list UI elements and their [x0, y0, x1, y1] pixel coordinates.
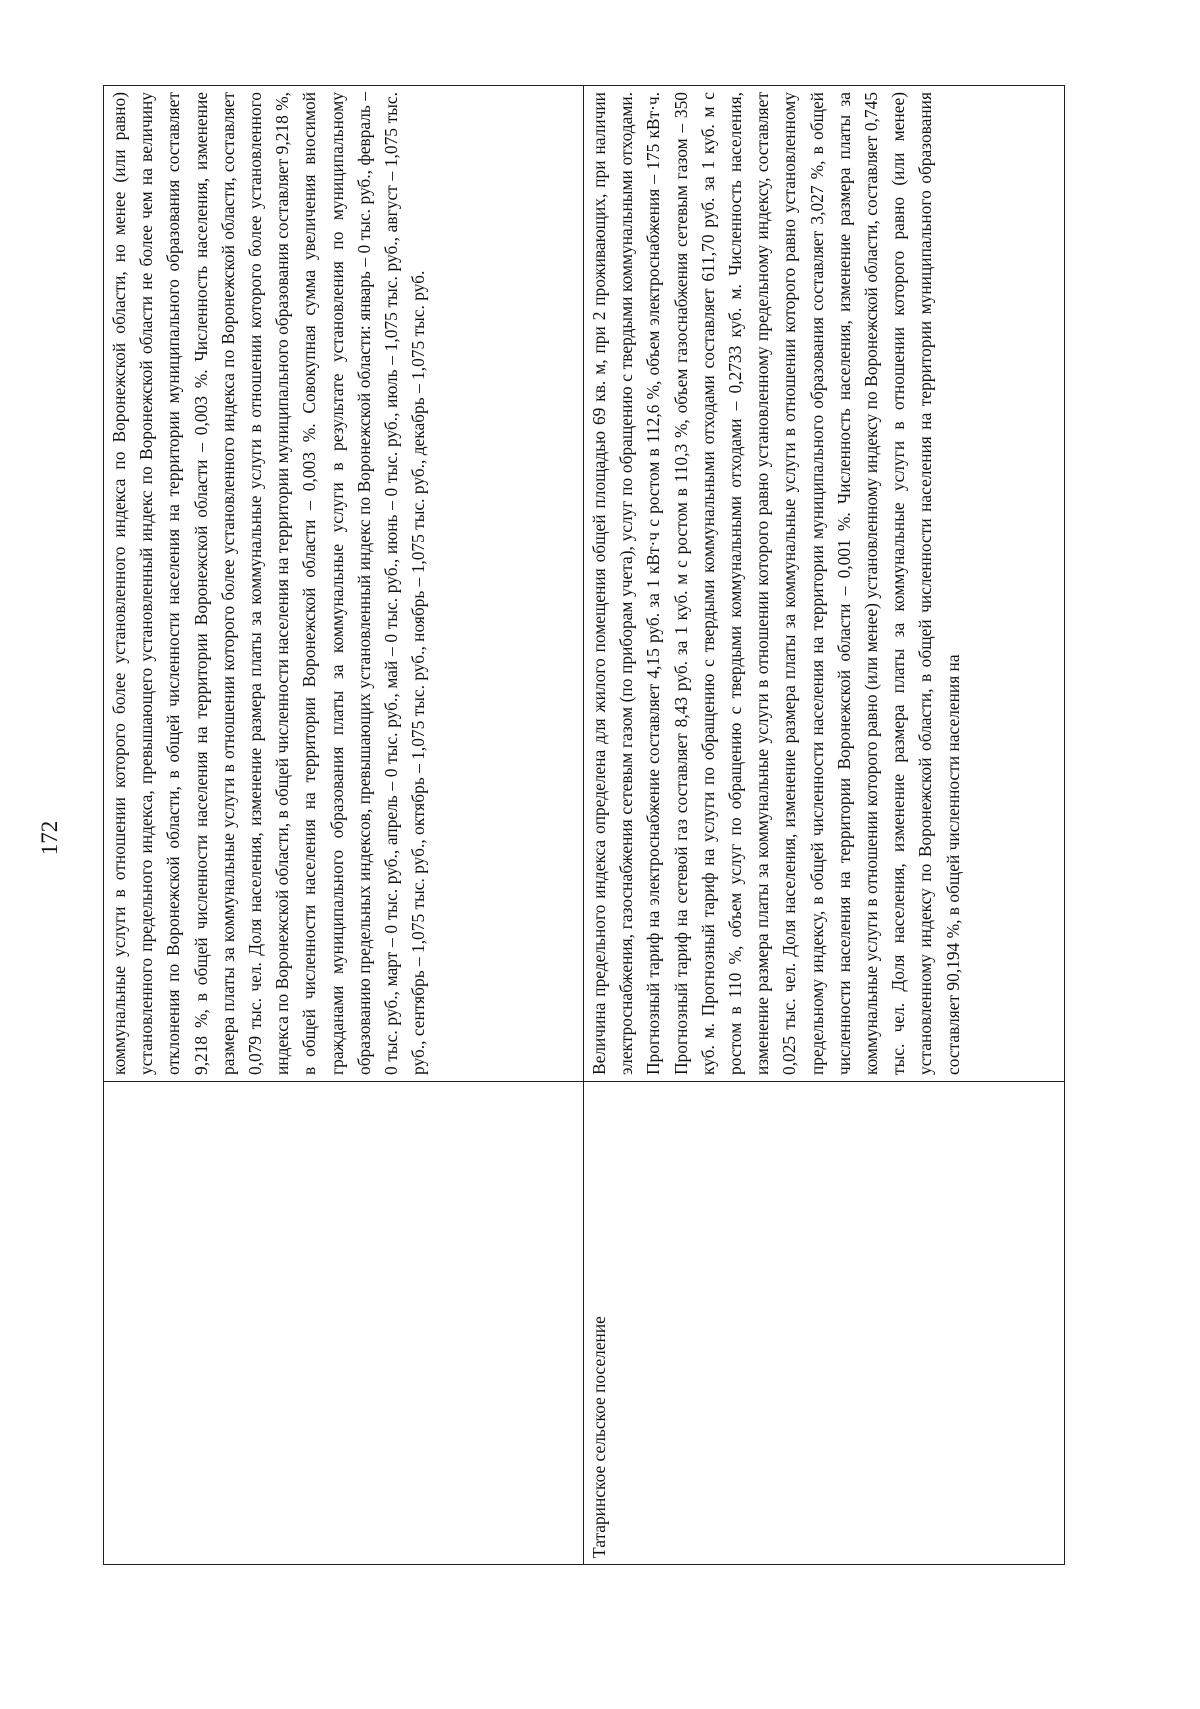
- municipality-name: Татаринское сельское поселение: [589, 1316, 609, 1558]
- page-number: 172: [37, 820, 62, 856]
- description-text: Величина предельного индекса определена для жилого помещения общей площадью 69 кв. м, при 2 проживающих, при наличии электроснабжения, газоснабжения сетевым газом (по приборам учета), услуг по обращению с твердыми коммунальными отходами. Прогнозный тариф на электроснабжение составляет 4,15 руб. за 1 кВт·ч с ростом в 112,6 %, объем электроснабжения – 175 кВт·ч. Прогнозный тариф на сетевой газ составляет 8,43 руб. за 1 куб. м с ростом в 110,3 %, объем газоснабжения сетевым газом – 350 куб. м. Прогнозный тариф на услуги по обращению с твердыми коммунальными отходами составляет 611,70 руб. за 1 куб. м с ростом в 110 %, объем услуг по обращению с твердыми коммунальными отходами – 0,2733 куб. м. Численность населения, изменение размера платы за коммунальные услуги в отношении которого равно установленному предельному индексу, составляет 0,025 тыс. чел. Доля населения, изменение размера платы за коммунальные услуги в отношении которого равно установленному предельному индексу, в общей численности населения на территории муниципального образования составляет 3,027 %, в общей численности населения на территории Воронежской области – 0,001 %. Численность населения, изменение размера платы за коммунальные услуги в отношении которого равно (или менее) установленному индексу по Воронежской области, составляет 0,745 тыс. чел. Доля населения, изменение размера платы за коммунальные услуги в отношении которого равно (или менее) установленному индексу по Воронежской области, в общей численности населения на территории муниципального образования составляет 90,194 %, в общей численности населения на: [589, 92, 963, 1075]
- description-cell: [104, 86, 584, 1082]
- rotated-table-container: [103, 85, 1060, 1565]
- document-table: [103, 85, 1065, 1565]
- table-row: [584, 86, 1065, 1565]
- description-text: коммунальные услуги в отношении которого более установленного индекса по Воронежской области, но менее (или равно) установленного предельного индекса, превышающего установленный индекс по Воронежской области не более чем на величину отклонения по Воронежской области, в общей численности населения на территории муниципального образования составляет 9,218 %, в общей численности населения на территории Воронежской области – 0,003 %. Численность населения, изменение размера платы за коммунальные услуги в отношении которого более установленного индекса по Воронежской области, составляет 0,079 тыс. чел. Доля населения, изменение размера платы за коммунальные услуги в отношении которого более установленного индекса по Воронежской области, в общей численности населения на территории муниципального образования составляет 9,218 %, в общей численности населения на территории Воронежской области – 0,003 %. Совокупная сумма увеличения вносимой гражданами муниципального образования платы за коммунальные услуги в результате установления по муниципальному образованию предельных индексов, превышающих установленный индекс по Воронежской области: январь – 0 тыс. руб., февраль – 0 тыс. руб., март – 0 тыс. руб., апрель – 0 тыс. руб., май – 0 тыс. руб., июнь – 0 тыс. руб., июль – 1,075 тыс. руб., август – 1,075 тыс. руб., сентябрь – 1,075 тыс. руб., октябрь – 1,075 тыс. руб., ноябрь – 1,075 тыс. руб., декабрь – 1,075 тыс. руб.: [109, 92, 429, 1075]
- table-row: [104, 86, 584, 1565]
- description-cell: [584, 86, 1065, 1082]
- municipality-name-cell: [104, 1082, 584, 1565]
- municipality-name-cell: [584, 1082, 1065, 1565]
